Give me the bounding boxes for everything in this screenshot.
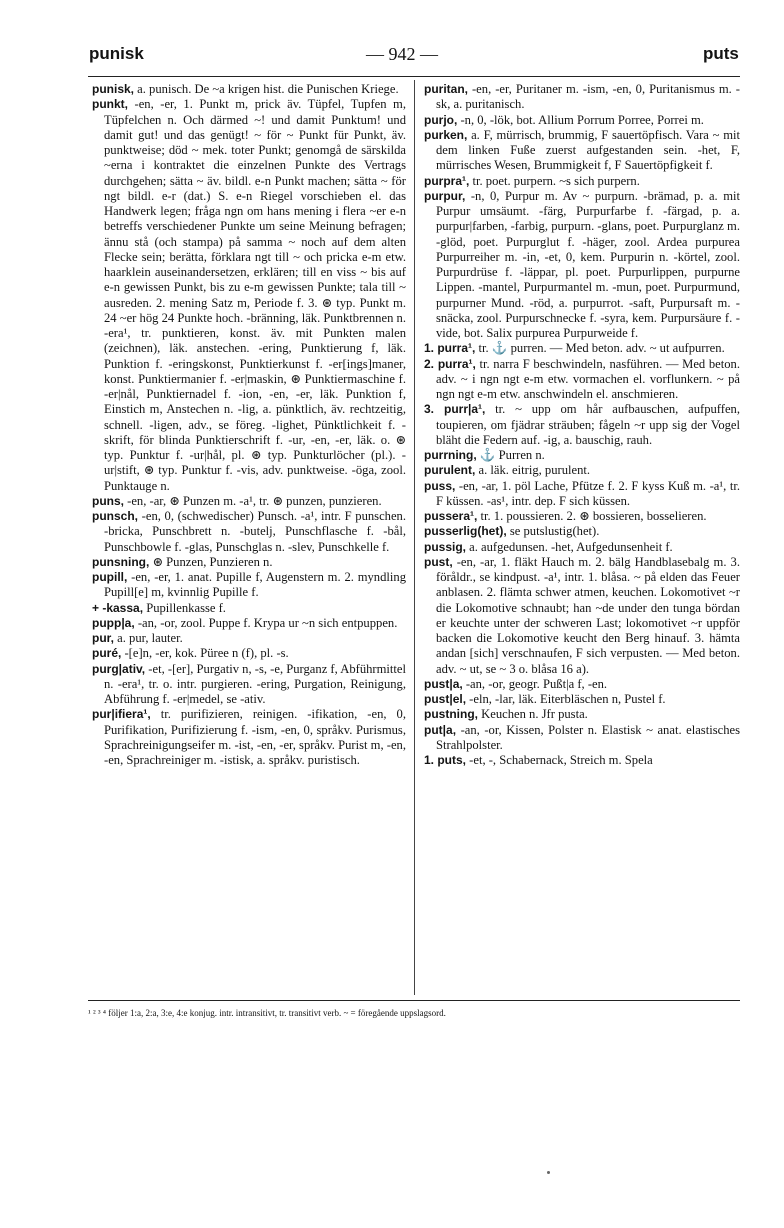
dictionary-entry bbox=[424, 448, 740, 463]
print-speck bbox=[547, 1171, 550, 1174]
entry-definition: -an, -or, geogr. Pußt|a f, -en. bbox=[462, 676, 608, 691]
entry-definition: tr. poet. purpern. ~s sich purpern. bbox=[469, 173, 640, 188]
entry-headword: 1. purra¹, bbox=[424, 341, 476, 356]
dictionary-entry bbox=[424, 540, 740, 555]
entry-headword: pust|a, bbox=[424, 676, 463, 691]
entry-headword: purrning, bbox=[424, 448, 477, 462]
entry-definition: -an, -or, Kissen, Polster n. Elastisk ~ anat. elastisches Strahlpolster. bbox=[436, 722, 740, 752]
entry-headword: punsch, bbox=[92, 509, 139, 523]
entry-definition: ⚓ Purren n. bbox=[476, 448, 545, 462]
dictionary-entry bbox=[424, 174, 740, 189]
dictionary-entry bbox=[424, 524, 740, 539]
dictionary-entry bbox=[424, 723, 740, 754]
entry-definition: -en, -er, Puritaner m. -ism, -en, 0, Puritanismus m. -sk, a. puritanisch. bbox=[436, 82, 740, 112]
entry-definition: tr. ~ upp om hår aufbauschen, aufpuffen, toupieren, om fjädrar sträuben; fågeln ~r upp sig der Vogel bläht die Federn auf. -ig, a. bauschig, rauh. bbox=[436, 402, 741, 447]
entry-definition: -et, -[er], Purgativ n, -s, -e, Purganz f, Abführmittel n. -era¹, tr. o. intr. purgieren. -ering, Purgation, Reinigung, Abführung f. -er|medel, se -ativ. bbox=[104, 661, 406, 706]
dictionary-entry bbox=[424, 555, 740, 677]
dictionary-entry bbox=[424, 463, 740, 478]
entry-headword: purken, bbox=[424, 127, 468, 142]
entry-definition: -en, -ar, 1. pöl Lache, Pfütze f. 2. F kyss Kuß m. -a¹, tr. F küssen. -as¹, intr. dep. F sich küssen. bbox=[436, 478, 740, 508]
entry-definition: Pupillenkasse f. bbox=[143, 600, 226, 615]
entry-definition: -en, -er, 1. anat. Pupille f, Augenstern m. 2. myndling Pupill[e] m, kvinnlig Pupille f. bbox=[104, 570, 406, 600]
entry-headword: purg|ativ, bbox=[92, 661, 146, 676]
dictionary-entry bbox=[92, 707, 406, 768]
entry-headword: puré, bbox=[92, 646, 122, 661]
entry-headword: pupp|a, bbox=[92, 615, 135, 630]
entry-definition: a. F, mürrisch, brummig, F sauertöpfisch. Vara ~ mit dem linken Fuße zuerst aufgestanden sein. -het, F, mürrisches Wesen, Brummigkeit f, F Sauertöpfigkeit f. bbox=[436, 127, 740, 173]
dictionary-entry bbox=[424, 509, 740, 524]
dictionary-entry bbox=[424, 677, 740, 692]
entry-headword: pust, bbox=[424, 554, 453, 569]
dictionary-entry bbox=[424, 692, 740, 707]
entry-headword: puss, bbox=[424, 478, 456, 493]
entry-definition: a. pur, lauter. bbox=[114, 631, 183, 645]
entry-headword: punsning, bbox=[92, 554, 150, 569]
entry-headword: pustning, bbox=[424, 707, 478, 722]
dictionary-entry bbox=[92, 601, 406, 616]
dictionary-entry bbox=[92, 97, 406, 494]
entry-definition: -n, 0, Purpur m. Av ~ purpurn. -brämad, p. a. mit Purpur umsäumt. -färg, Purpurfarbe f. -färgad, p. a. purpur|farben, -farbig, purpurn. -glans, poet. Purpurglanz m. -glöd, poet. Purpurglut f. -häger, zool. Ardea purpurea Purpurreiher m. -in, -et, 0, kem. Purpurin n. -körtel, zool. Purpurdrüse f. -läppar, pl. poet. Purpurlippen, purpurne Lippen. -mantel, Purpurmantel m. -mun, poet. Purpurmund, purpurner Mund. -röd, a. purpurrot. -saft, Purpursaft m. -snäcka, zool. Purpurschnecke f. -syra, kem. Purpursäure f. -vide, bot. Salix purpurea Purpurweide f. bbox=[436, 188, 740, 340]
dictionary-entry bbox=[424, 128, 740, 174]
entry-definition: -en, -er, 1. Punkt m, prick äv. Tüpfel, Tupfen m, Tüpfelchen n. Och därmed ~! und damit Punktum! und damit gut! und das genügt! ~ för ~ Punkt für Punkt, äv. punktweise; död ~ mek. toter Punkt; genomgå de särskilda ~erna i kontraktet die einzelnen Punkte des Vertrags durchgehen; sätta ~ äv. bildl. e-n Punkt machen; sätta ~ för ngt bildl. e-r (dat.) S. e-n Riegel vorschieben el. das Handwerk legen; fråga ngn om hans mening i flera ~er e-n betreffs verschiedener Punkte um seine Meinung befragen; ännu stå (och stampa) på samma ~ noch auf dem alten Flecke sein; berätta, förklara ngt till ~ och pricka e-m etw. haarklein auseinandersetzen, erklären; till en viss ~ bis auf e-n gewissen Punkt, bis zu e-m gewissen Punkte; tala till ~ ausreden. 2. mening Satz m, Periode f. 3. ⊛ typ. Punkt m. 24 ~er hög 24 Punkte hoch. -bränning, läk. Punktbrennen n. -era¹, tr. punktieren, konst. äv. mit Punkten malen (zeichnen), läk. anstechen. -ering, Punktierung f, läk. Punktion f. -eringskonst, Punktierkunst f. -er[ings]maner, konst. Punktiermanier f. -er|maskin, ⊛ Punktiermaschine f. -er|nål, Punktiernadel f. -ion, -en, -er, läk. Punktion f, Einstich m, Anstechen n. -lig, a. pünktlich, äv. rechtzeitig, schnell. -ligen, adv., se föreg. -lighet, Pünktlichkeit f. -skrift, för blinda Punktierschrift f. -ur, -en, -er, läk. o. ⊛ typ. Punktur f. -ur|hål, pl. ⊛ typ. Punkturlöcher (pl.). -ur|stift, ⊛ typ. Punktur f. -vis, adv. punktweise. -öga, zool. Punktauge n. bbox=[104, 97, 406, 493]
header-right-guide-word: puts bbox=[703, 44, 739, 63]
entry-definition: ⊛ Punzen, Punzieren n. bbox=[149, 554, 273, 569]
entry-headword: 2. purra¹, bbox=[424, 356, 476, 371]
entry-definition: a. punisch. De ~a krigen hist. die Punischen Kriege. bbox=[134, 82, 399, 96]
entry-definition: -en, -ar, 1. fläkt Hauch m. 2. bälg Handblasebalg m. 3. föråldr., se kindpust. -a¹, intr. 1. blåsa. ~ på elden das Feuer anblasen. 2. flämta schwer atmen, keuchen. Lokomotivet ~r die Lokomotive schnaubt; han ~de under den tunga bördan er keuchte unter der schweren Last; lokomotivet ~r uppför backen die Lokomotive keucht den Berg hinauf. 3. hämta andan [sich] verschnaufen, F sich verpusten. — Med beton. adv. ~ ut, se ~ 3 o. blåsa 16 a). bbox=[436, 554, 740, 676]
entry-definition: -an, -or, zool. Puppe f. Krypa ur ~n sich entpuppen. bbox=[134, 615, 398, 630]
dictionary-entry bbox=[92, 509, 406, 555]
entry-definition: se putslustig(het). bbox=[506, 524, 600, 539]
entry-definition: tr. narra F beschwindeln, nasführen. — Med beton. adv. ~ i ngn ngt e-m etw. vormachen el. vorflunkern. ~ på ngn ngt e-m etw. anschwindeln el. anschmieren. bbox=[436, 356, 740, 401]
dictionary-entry bbox=[424, 82, 740, 113]
page-number: — 942 — bbox=[366, 44, 438, 64]
entry-headword: pust|el, bbox=[424, 692, 467, 706]
entry-headword: 1. puts, bbox=[424, 753, 467, 767]
entry-headword: purjo, bbox=[424, 112, 458, 127]
footer-rule bbox=[88, 1000, 740, 1001]
dictionary-entry bbox=[424, 479, 740, 510]
dictionary-entry bbox=[92, 631, 406, 646]
abbreviation-footer: ¹ ² ³ ⁴ följer 1:a, 2:a, 3:e, 4:e konjug. intr. intransitivt, tr. transitivt verb. ~ = föregående uppslagsord. bbox=[88, 1008, 446, 1018]
dictionary-entry bbox=[424, 707, 740, 722]
dictionary-entry bbox=[92, 494, 406, 509]
dictionary-entry bbox=[92, 662, 406, 708]
dictionary-entry bbox=[92, 646, 406, 661]
dictionary-entry bbox=[424, 113, 740, 128]
right-column bbox=[424, 82, 740, 768]
entry-headword: 3. purr|a¹, bbox=[424, 402, 486, 417]
column-divider bbox=[414, 80, 415, 995]
dictionary-entry bbox=[92, 82, 406, 97]
entry-headword: puritan, bbox=[424, 82, 468, 96]
entry-definition: tr. 1. poussieren. 2. ⊛ bossieren, bosselieren. bbox=[477, 509, 707, 523]
entry-headword: pusserlig(het), bbox=[424, 524, 507, 539]
entry-headword: purulent, bbox=[424, 463, 476, 478]
entry-headword: pur, bbox=[92, 631, 115, 645]
entry-headword: pupill, bbox=[92, 570, 128, 584]
dictionary-entry bbox=[92, 570, 406, 601]
entry-definition: a. aufgedunsen. -het, Aufgedunsenheit f. bbox=[466, 539, 673, 554]
header-rule bbox=[88, 76, 740, 77]
entry-definition: -en, 0, (schwedischer) Punsch. -a¹, intr. F punschen. -bricka, Punschbrett n. -butelj, Punschflasche f. -bål, Punschbowle f. -glas, Punschglas n. -slev, Punschkelle f. bbox=[104, 509, 406, 554]
entry-definition: -et, -, Schabernack, Streich m. Spela bbox=[466, 753, 653, 767]
dictionary-entry bbox=[424, 357, 740, 403]
header-left-guide-word: punisk bbox=[89, 44, 144, 63]
entry-headword: puns, bbox=[92, 493, 124, 508]
dictionary-entry bbox=[424, 341, 740, 356]
entry-headword: purpur, bbox=[424, 188, 466, 203]
dictionary-entry bbox=[92, 616, 406, 631]
left-column bbox=[92, 82, 406, 768]
entry-headword: punisk, bbox=[92, 82, 135, 96]
entry-definition: tr. ⚓ purren. — Med beton. adv. ~ ut aufpurren. bbox=[475, 341, 725, 356]
entry-definition: tr. purifizieren, reinigen. -ifikation, -en, 0, Purifikation, Purifizierung f. -ism, -en, 0, språkv. Purismus, Sprachreinigungseifer m. -ist, -en, -er, språkv. Purist m, -en, -en, Sprachreiniger m. -istisk, a. språkv. puristisch. bbox=[104, 707, 406, 767]
entry-headword: put|a, bbox=[424, 722, 457, 737]
entry-definition: -eln, -lar, läk. Eiterbläschen n, Pustel f. bbox=[466, 692, 666, 706]
entry-definition: Keuchen n. Jfr pusta. bbox=[478, 707, 588, 722]
entry-definition: -en, -ar, ⊛ Punzen m. -a¹, tr. ⊛ punzen, punzieren. bbox=[124, 493, 382, 508]
entry-headword: pussig, bbox=[424, 539, 467, 554]
entry-headword: purpra¹, bbox=[424, 173, 470, 188]
entry-definition: -[e]n, -er, kok. Püree n (f), pl. -s. bbox=[121, 646, 289, 661]
dictionary-entry bbox=[424, 189, 740, 342]
entry-definition: -n, 0, -lök, bot. Allium Porrum Porree, Porrei m. bbox=[457, 112, 704, 127]
entry-headword: punkt, bbox=[92, 97, 128, 112]
dictionary-entry bbox=[424, 753, 740, 768]
entry-headword: pur|ifiera¹, bbox=[92, 707, 151, 722]
entry-headword: + -kassa, bbox=[92, 600, 144, 615]
entry-definition: a. läk. eitrig, purulent. bbox=[475, 463, 591, 478]
dictionary-entry bbox=[424, 402, 740, 448]
dictionary-entry bbox=[92, 555, 406, 570]
entry-headword: pussera¹, bbox=[424, 509, 478, 523]
